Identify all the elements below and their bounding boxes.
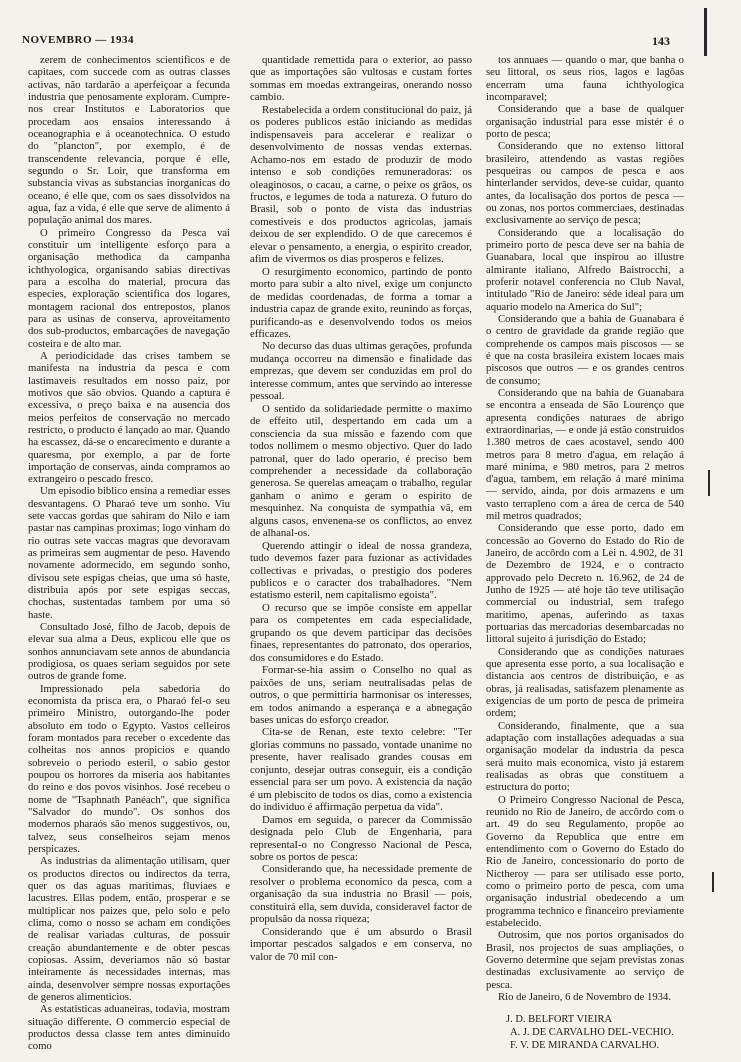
- paragraph: Considerando que a base de qualquer organisação industrial para esse mistér é o porto de pesca;: [486, 103, 684, 140]
- scan-artifact: [708, 470, 710, 496]
- paragraph: tos annuaes — quando o mar, que banha o seu littoral, os seus rios, lagos e lagôas encerram uma fauna ichthyologica incomparavel;: [486, 54, 684, 103]
- paragraph: zerem de conhecimentos scientificos e de capitaes, com succede com as outras classes activas, não tardarão a aperfeiçoar a fecunda industria que penosamente exploram. Cumpre-nos crear Institutos e Laboratorios que procedam aos ensaios interessando á oceanographia e á oceanotechnica. O estudo do "plancton", por exemplo, é de transcendente relevancia, porque é elle, segundo o Sr. Loir, que transforma em substancia vivas as substancias inorganicas do oceano, é elle que, com os saes dissolvidos na agua, faz a vida, é elle que serve de alimento á população animal dos mares.: [28, 54, 230, 227]
- paragraph: Querendo attingir o ideal de nossa grandeza, tudo devemos fazer para fuzionar as actividades collectivas e privadas, o prestigio dos poderes publicos e o caracter dos trabalhadores. "Nem estatismo esteril, nem capitalismo egoista".: [250, 539, 472, 602]
- text-column-3: [486, 54, 684, 1052]
- text-column-2: [250, 54, 472, 963]
- paragraph: Outrosim, que nos portos organisados do Brasil, nos projectos de suas ampliações, o Governo determine que sejam previstas zonas destinadas exclusivamente ao serviço de pesca.: [486, 929, 684, 991]
- paragraph: Considerando que no extenso littoral brasileiro, attendendo as vastas regiões pesqueiras ou campos de pesca e aos hinterlander servidos, deve-se cuidar, quanto antes, da localisação dos portos de pesca — ou zonas, nos portos commerciaes, destinadas exclusivamente ao serviço de pesca;: [486, 140, 684, 227]
- paragraph: As industrias da alimentação utilisam, quer os productos directos ou indirectos da terra, quer os das aguas maritimas, fluviaes e lacustres. Ellas podem, então, prosperar e se multiplicar nos paizes que, pelo solo e pelo clima, como o nosso se acham em condições de realisar variadas culturas, de possuir creação abundantemente e de obter pescas copiosas. Assim, deveriamos não só bastar inteiramente ás necessidades internas, mas ainda, desenvolver sempre nossas exportações de generos alimenticios.: [28, 855, 230, 1003]
- paragraph: Considerando que é um absurdo o Brasil importar pescados salgados e em conserva, no valor de 70 mil con-: [250, 925, 472, 963]
- paragraph: Cita-se de Renan, este texto celebre: "Ter glorias communs no passado, vontade unanime no presente, haver realisado grandes cousas em conjunto, desejar outras conseguir, eis a condição essencial para ser um povo. A existencia da nação é um plebiscito de todos os dias, como a existencia do individuo é affirmação perpetua da vida".: [250, 726, 472, 814]
- page-number: 143: [652, 34, 670, 48]
- paragraph: A periodicidade das crises tambem se manifesta na industria da pesca e com lastimaveis resultados em nosso paiz, por motivos que são obvios. Quando a captura é excessiva, o preço baixa e na ausencia dos meios perfeitos de conservação no mercado restricto, o producto é lançado ao mar. Quando ha escassez, dá-se o encarecimento e durante a quaresma, por exemplo, a par de forte importação de conservas, ainda compramos ao extrangeiro o pescado fresco.: [28, 349, 230, 486]
- paragraph: O primeiro Congresso da Pesca vai constituir um intelligente esforço para a organisação methodica da campanha ichthyologica, organisando sabias directivas para a escolha do material, procura das especies, exploração scientifica dos logares, montagem racional dos entrepostos, planos para as usinas de conserva, aproveitamento dos sub-productos, embarcações de navegação costeira e de alto mar.: [28, 226, 230, 350]
- text-column-1: [28, 54, 230, 1053]
- paragraph: As estatisticas aduaneiras, todavia, mostram situação differente. O commercio especial de productos dessa classe tem antes diminuido como: [28, 1003, 230, 1053]
- paragraph: Formar-se-hia assim o Conselho no qual as paixões de uns, seriam neutralisadas pelas de outros, o que permittiria harmonisar os interesses, em todos animando a esperança e a abnegação bases unicas do esforço creador.: [250, 664, 472, 727]
- paragraph: O sentido da solidariedade permitte o maximo de effeito util, despertando em cada um a consciencia da sua missão e fazendo com que todos nollimem o mesmo objectivo. Quer do lado patronal, quer do lado operario, é preciso bem comprehender a necessidade da collaboração generosa. Se querelas ameaçam o trabalho, regular ganham o animo e geram o espirito de mesquinhez. Na conquista de sympathia vã, em alguns casos, envenena-se os conflictos, ao envez de alhanal-os.: [250, 402, 472, 540]
- paragraph: Considerando que as condições naturaes que apresenta esse porto, a sua localisação e distancia aos centros de distribuição, e as obras, já realisadas, satisfazem plenamente as exigencias de um porto de pesca de primeira ordem;: [486, 645, 684, 720]
- signature-name: J. D. BELFORT VIEIRA: [506, 1014, 613, 1026]
- paragraph: Considerando que na bahia de Guanabara se encontra a enseada de São Lourenço que apresenta condições naturaes de abrigo extraordinarias, — e onde já estão construidos 1.380 metros de caes acostavel, sendo 400 metros para 8 metro d'agua, em relação á maré minima, e 980 metros, para 2 metros d'agua, tambem, em relação á maré minima — servido, ainda, por dois armazens e um vasto terrapleno com a área de cerca de 540 mil metros quadrados;: [486, 386, 684, 523]
- paragraph: No decurso das duas ultimas gerações, profunda mudança occorreu na dimensão e finalidade das emprezas, que devem ser conduzidas em prol do interesse commum, antes que servindo ao interesse pessoal.: [250, 340, 472, 403]
- paragraph: Considerando que esse porto, dado em concessão ao Governo do Estado do Rio de Janeiro, de accôrdo com a Lei n. 4.902, de 31 de Dezembro de 1924, e o contracto approvado pelo Decreto n. 16.962, de 24 de Junho de 1925 — até hoje tão teve utilisação commercial ou industrial, sem trafego maritimo, apenas, auferindo as taxas portuarias das mercadorias desembarcadas no littoral sujeito á jurisdição do Estado;: [486, 522, 684, 646]
- paragraph: Impressionado pela sabedoria do economista da prisca era, o Pharaó fel-o seu primeiro Ministro, outorgando-lhe poder absoluto em todo o Egypto. Vastos celleiros foram montados para receber o excedente das colheitas nos annos propicios e quando sobreveio o periodo esteril, o sabio gestor poupou os horrores da miseria aos habitantes do reino e dos povos visinhos. José recebeu o nome de "Tsaphnath Panéach", que significa "Salvador do mundo". Os sonhos dos modernos pharaós são menos suggestivos, ou, talvez, seus conselheiros sejam menos perspicazes.: [28, 682, 230, 855]
- signature-name: F. V. DE MIRANDA CARVALHO.: [510, 1040, 660, 1052]
- paragraph: Consultado José, filho de Jacob, depois de elevar sua alma a Deus, explicou elle que os sonhos annunciavam sete annos de abundancia prodigiosa, os quaes seriam seguidos por sete outros de grande fome.: [28, 621, 230, 683]
- paragraph: Um episodio biblico ensina a remediar esses desvantagens. O Pharaó teve um sonho. Viu sete vaccas gordas que sahiram do Nilo e iam pastar nas campinas proximas; logo vinham do rio outras sete vaccas magras que devoravam as primeiras sem augmentar de peso. Havendo novamente adormecido, em segundo sonho, divisou sete espigas cheias, que uma só haste, distribuia após por sete espigas seccas, chochas, sustentadas tambem por uma só haste.: [28, 485, 230, 621]
- paragraph: Considerando que a bahia de Guanabara é o centro de gravidade da grande região que comprehende os campos mais piscosos — se é que na costa brasileira existem locaes mais piscosos que outros — e os grandes centros de consumo;: [486, 312, 684, 387]
- paragraph: O recurso que se impõe consiste em appellar para os competentes em cada especialidade, grupando os que devem participar das decisões finaes, representantes do patronato, dos operarios, dos consumidores e do Estado.: [250, 601, 472, 664]
- scan-artifact: [704, 8, 707, 56]
- paragraph: Considerando que, ha necessidade premente de resolver o problema economico da pesca, com a organisação da sua industria no Brasil — pois, constituirá ella, sem duvida, consideravel factor de propulsão da nossa riqueza;: [250, 863, 472, 926]
- paragraph: Rio de Janeiro, 6 de Novembro de 1934.: [498, 990, 672, 1003]
- paragraph: Damos em seguida, o parecer da Commissão designada pelo Club de Engenharia, para representaI-o no Congresso Nacional de Pesca, sobre os portos de pesca:: [250, 813, 472, 863]
- paragraph: O resurgimento economico, partindo de ponto morto para subir a alto nivel, exige um conjuncto de medidas coordenadas, de forma a tomar a industria capaz de grande exito, reunindo as forças, purificando-as e desenvolvendo todos os meios efficazes.: [250, 265, 472, 340]
- paragraph: Restabelecida a ordem constitucional do paiz, já os poderes publicos estão iniciando as medidas indispensaveis para accelerar e realizar o desenvolvimento de nossas vendas externas. Achamo-nos em estado de produzir de modo intenso e sob condições remuneradoras: os oleaginosos, o cacau, a carne, o peixe os grãos, os fructos, e legumes de toda a natureza. O futuro do Brasil, sob o ponto de vista das industrias comestiveis e dos productos agricolas, jamais deixou de ser explendido. O de que carecemos é elevar o pensamento, a energia, o espirito creador, afim de vivermos os dias prosperos e felizes.: [250, 103, 472, 266]
- paragraph: O Primeiro Congresso Nacional de Pesca, reunido no Rio de Janeiro, de accôrdo com o art. 49 do seu Regulamento, propõe ao Governo da Republica que entre em entendimento com o Governo do Estado do Rio de Janeiro, concessionario do porto de Nictheroy — para ser utilisado esse porto, como o primeiro porto de pesca, com uma organisação industrial obedecendo a um programma technico e financeiro previamente estabelecido.: [486, 793, 684, 929]
- scan-artifact: [712, 872, 714, 892]
- page-header: [22, 34, 670, 50]
- paragraph: Considerando, finalmente, que a sua adaptação com installações adequadas a sua organisação modelar da industria da pesca será muito mais economica, visto já estarem realisadas as obras que constituem a estructura do porto;: [486, 719, 684, 794]
- running-title: NOVEMBRO — 1934: [22, 34, 134, 46]
- paragraph: quantidade remettida para o exterior, ao passo que as importações são vultosas e custam fortes sommas em moedas extrangeiras, onerando nosso cambio.: [250, 54, 472, 104]
- signatures: [486, 1013, 684, 1052]
- paragraph: Considerando que a localisação do primeiro porto de pesca deve ser na bahia de Guanabara, local que inspirou ao illustre almirante italiano, Alfredo Baistrocchi, a proferir notavel conferencia no Club Naval, intitulado "Rio de Janeiro: séde ideal para um aquario modelo na America do Sul";: [486, 226, 684, 313]
- signature-name: A. J. DE CARVALHO DEL-VECHIO.: [510, 1027, 674, 1039]
